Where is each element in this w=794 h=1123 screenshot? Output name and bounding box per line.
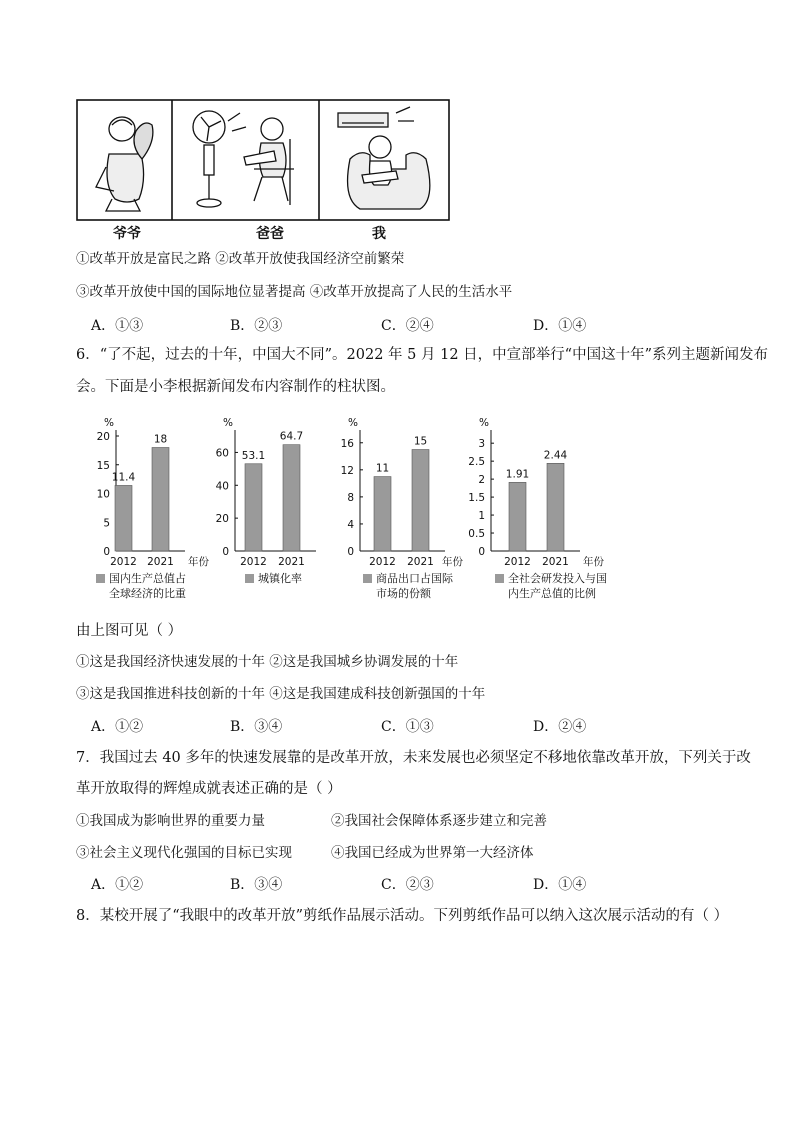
x-tick-label: 2012	[504, 556, 531, 568]
y-tick-label: 0.5	[468, 528, 485, 541]
q6-option-b[interactable]: B．③④	[230, 719, 283, 735]
q7-statement-4: ④我国已经成为世界第一大经济体	[331, 845, 534, 861]
legend-text: 内生产总值的比例	[508, 587, 596, 600]
bar	[412, 450, 429, 551]
bar-value-label: 11	[375, 462, 390, 475]
y-tick-label: 0	[347, 546, 354, 558]
q7-stem-line-1: 7．我国过去 40 多年的快速发展靠的是改革开放，未来发展也必须坚定不移地依靠改革开放，下列关于改	[76, 750, 751, 766]
q7-option-a[interactable]: A．①②	[91, 877, 144, 893]
x-tick-label: 2021	[147, 556, 174, 568]
q5-option-a[interactable]: A．①③	[91, 318, 144, 334]
y-tick-label: 15	[96, 459, 110, 472]
y-tick-label: 0	[478, 546, 485, 558]
y-tick-label: 5	[103, 517, 110, 530]
q8-stem: 8．某校开展了“我眼中的改革开放”剪纸作品展示活动。下列剪纸作品可以纳入这次展示活动的有（ ）	[76, 908, 729, 924]
cartoon-strip	[76, 99, 450, 221]
bar	[152, 448, 169, 552]
y-tick-label: 20	[96, 431, 110, 443]
q6-option-d[interactable]: D．②④	[533, 719, 587, 735]
y-axis-unit-label: %	[348, 417, 358, 429]
y-tick-label: 4	[347, 518, 354, 531]
q7-statement-3: ③社会主义现代化强国的目标已实现	[76, 845, 292, 861]
bar	[115, 485, 132, 551]
legend-swatch	[245, 574, 254, 583]
legend-text: 国内生产总值占	[109, 572, 186, 585]
cartoon-label-me: 我	[372, 226, 386, 242]
y-tick-label: 1.5	[468, 492, 485, 505]
q7-option-b[interactable]: B．③④	[230, 877, 283, 893]
legend-text: 商品出口占国际	[376, 572, 453, 585]
legend-swatch	[495, 574, 504, 583]
bar	[547, 463, 564, 551]
chart-urbanization-rate	[205, 410, 345, 575]
cartoon-label-father: 爸爸	[256, 226, 284, 242]
y-axis-unit-label: %	[479, 417, 489, 429]
x-axis-label: 年份	[583, 556, 604, 568]
x-tick-label: 2021	[407, 556, 434, 568]
legend-text: 城镇化率	[258, 572, 302, 585]
q5-option-b[interactable]: B．②③	[230, 318, 283, 334]
x-tick-label: 2012	[369, 556, 396, 568]
q5-statement-line-2: ③改革开放使中国的国际地位显著提高 ④改革开放提高了人民的生活水平	[76, 284, 513, 300]
y-tick-label: 2.5	[468, 456, 485, 469]
bar-value-label: 1.91	[505, 468, 530, 481]
x-tick-label: 2012	[240, 556, 267, 568]
chart-rd-ratio	[458, 410, 608, 575]
y-tick-label: 40	[215, 480, 229, 493]
legend-rd-ratio	[495, 571, 607, 601]
bar-value-label: 11.4	[111, 471, 136, 484]
bar-value-label: 18	[153, 433, 168, 446]
bar	[245, 464, 262, 551]
q6-stem-line-2: 会。下面是小李根据新闻发布内容制作的柱状图。	[76, 379, 395, 395]
q5-option-c[interactable]: C．②④	[381, 318, 434, 334]
q7-stem-line-2: 革开放取得的辉煌成就表述正确的是（ ）	[76, 781, 342, 797]
x-axis-label: 年份	[442, 556, 463, 568]
q7-statement-2: ②我国社会保障体系逐步建立和完善	[331, 813, 547, 829]
legend-swatch	[96, 574, 105, 583]
bar-value-label: 15	[413, 435, 428, 448]
cartoon-label-grandpa: 爷爷	[113, 226, 141, 242]
bar	[283, 445, 300, 551]
x-axis-label: 年份	[188, 556, 209, 568]
bar	[509, 482, 526, 551]
legend-gdp-share	[96, 571, 186, 601]
q6-option-c[interactable]: C．①③	[381, 719, 434, 735]
q6-statement-line-2: ③这是我国推进科技创新的十年 ④这是我国建成科技创新强国的十年	[76, 686, 486, 702]
legend-text: 全球经济的比重	[109, 587, 186, 600]
bar	[374, 477, 391, 551]
q6-stem-line-1: 6．“了不起，过去的十年，中国大不同”。2022 年 5 月 12 日，中宣部举行“中国这十年”系列主题新闻发布	[76, 347, 768, 363]
y-tick-label: 20	[215, 513, 229, 526]
legend-swatch	[363, 574, 372, 583]
y-tick-label: 16	[340, 437, 354, 450]
y-tick-label: 3	[478, 438, 485, 451]
x-tick-label: 2021	[542, 556, 569, 568]
y-axis-unit-label: %	[223, 417, 233, 429]
legend-text: 全社会研发投入与国	[508, 572, 607, 585]
q7-option-c[interactable]: C．②③	[381, 877, 434, 893]
bar-value-label: 2.44	[543, 449, 568, 462]
q6-option-a[interactable]: A．①②	[91, 719, 144, 735]
y-tick-label: 10	[96, 488, 110, 501]
legend-text: 市场的份额	[376, 587, 431, 600]
y-tick-label: 2	[478, 474, 485, 487]
q5-option-d[interactable]: D．①④	[533, 318, 587, 334]
y-tick-label: 0	[103, 546, 110, 558]
q6-after-chart: 由上图可见（ ）	[76, 623, 183, 639]
bar-value-label: 64.7	[279, 430, 304, 443]
q6-statement-line-1: ①这是我国经济快速发展的十年 ②这是我国城乡协调发展的十年	[76, 654, 459, 670]
x-tick-label: 2021	[278, 556, 305, 568]
q7-option-d[interactable]: D．①④	[533, 877, 587, 893]
q5-statement-line-1: ①改革开放是富民之路 ②改革开放使我国经济空前繁荣	[76, 251, 405, 267]
cartoon-illustration	[76, 99, 450, 221]
y-tick-label: 8	[347, 491, 354, 504]
chart-gdp-share	[60, 410, 210, 575]
y-axis-unit-label: %	[104, 417, 114, 429]
legend-export-share	[363, 571, 453, 601]
legend-urbanization	[245, 571, 302, 586]
y-tick-label: 0	[222, 546, 229, 558]
y-tick-label: 1	[478, 510, 485, 523]
y-tick-label: 60	[215, 447, 229, 460]
y-tick-label: 12	[340, 464, 354, 477]
bar-value-label: 53.1	[241, 449, 266, 462]
q7-statement-1: ①我国成为影响世界的重要力量	[76, 813, 265, 829]
x-tick-label: 2012	[110, 556, 137, 568]
